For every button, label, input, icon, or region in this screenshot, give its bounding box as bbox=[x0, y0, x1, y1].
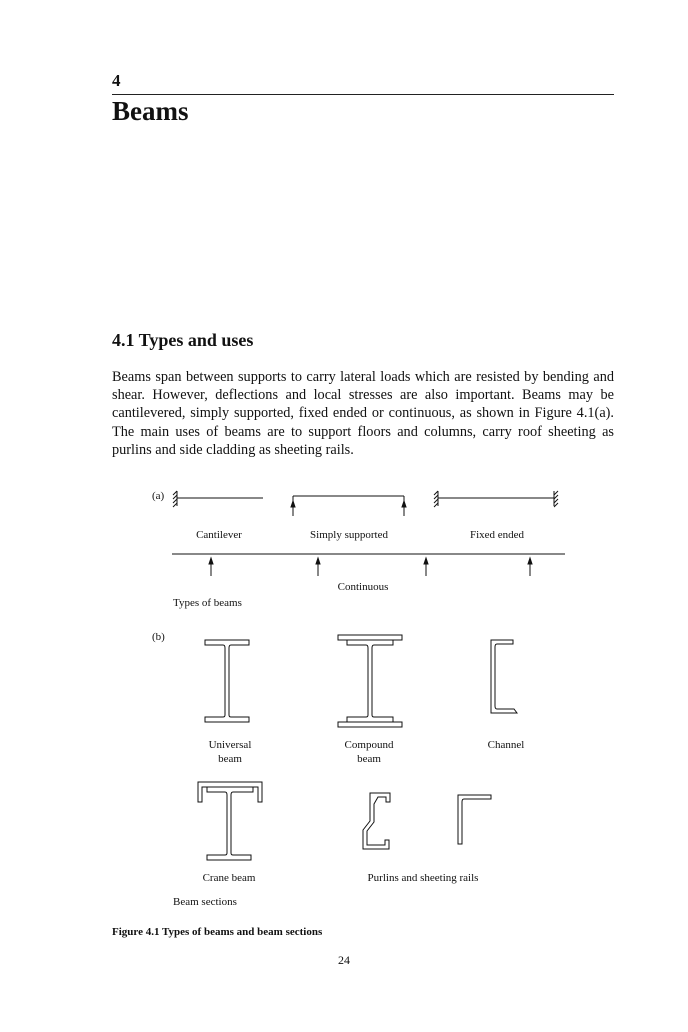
angle-rail-section bbox=[458, 795, 491, 844]
zed-purlin-section bbox=[363, 793, 390, 849]
beam-sections-label: Beam sections bbox=[173, 896, 237, 908]
crane-beam-section bbox=[198, 782, 262, 860]
cantilever-beam-diagram bbox=[173, 491, 263, 507]
page-number: 24 bbox=[338, 953, 350, 967]
simply-supported-label: Simply supported bbox=[310, 529, 388, 541]
purlins-label: Purlins and sheeting rails bbox=[367, 872, 479, 884]
universal-beam-section bbox=[205, 640, 249, 722]
figure-caption: Figure 4.1 Types of beams and beam sections bbox=[112, 926, 323, 938]
simply-supported-beam-diagram bbox=[291, 496, 406, 516]
channel-section bbox=[491, 640, 517, 713]
chapter-rule bbox=[112, 94, 614, 95]
fixed-ended-beam-diagram bbox=[434, 491, 558, 507]
types-of-beams-label: Types of beams bbox=[173, 597, 242, 609]
compound-beam-label-line1: Compound bbox=[344, 739, 394, 751]
chapter-number: 4 bbox=[112, 71, 121, 90]
compound-beam-section bbox=[338, 635, 402, 727]
cantilever-label: Cantilever bbox=[196, 529, 242, 541]
body-paragraph: Beams span between supports to carry lateral loads which are resisted by bending and shear. However, deflections and local stresses are also important. Beams may be cantilevered, simply supported, fixed ended or continuous, as shown in Figure 4.1(a). The main uses of beams are to support floors and columns, carry roof sheeting as purlins and side cladding as sheeting rails. bbox=[112, 369, 614, 458]
continuous-beam-diagram bbox=[172, 554, 565, 576]
universal-beam-label-line2: beam bbox=[218, 753, 242, 765]
chapter-title: Beams bbox=[112, 96, 189, 126]
channel-label: Channel bbox=[487, 739, 525, 751]
section-heading: 4.1 Types and uses bbox=[112, 330, 254, 350]
compound-beam-label-line2: beam bbox=[357, 753, 381, 765]
crane-beam-label: Crane beam bbox=[202, 872, 256, 884]
continuous-label: Continuous bbox=[337, 581, 389, 593]
figure-4-1 bbox=[0, 470, 688, 920]
figure-part-a-label: (a) bbox=[152, 490, 165, 502]
fixed-ended-label: Fixed ended bbox=[469, 529, 525, 541]
universal-beam-label-line1: Universal bbox=[208, 739, 252, 751]
figure-part-b-label: (b) bbox=[152, 631, 165, 643]
